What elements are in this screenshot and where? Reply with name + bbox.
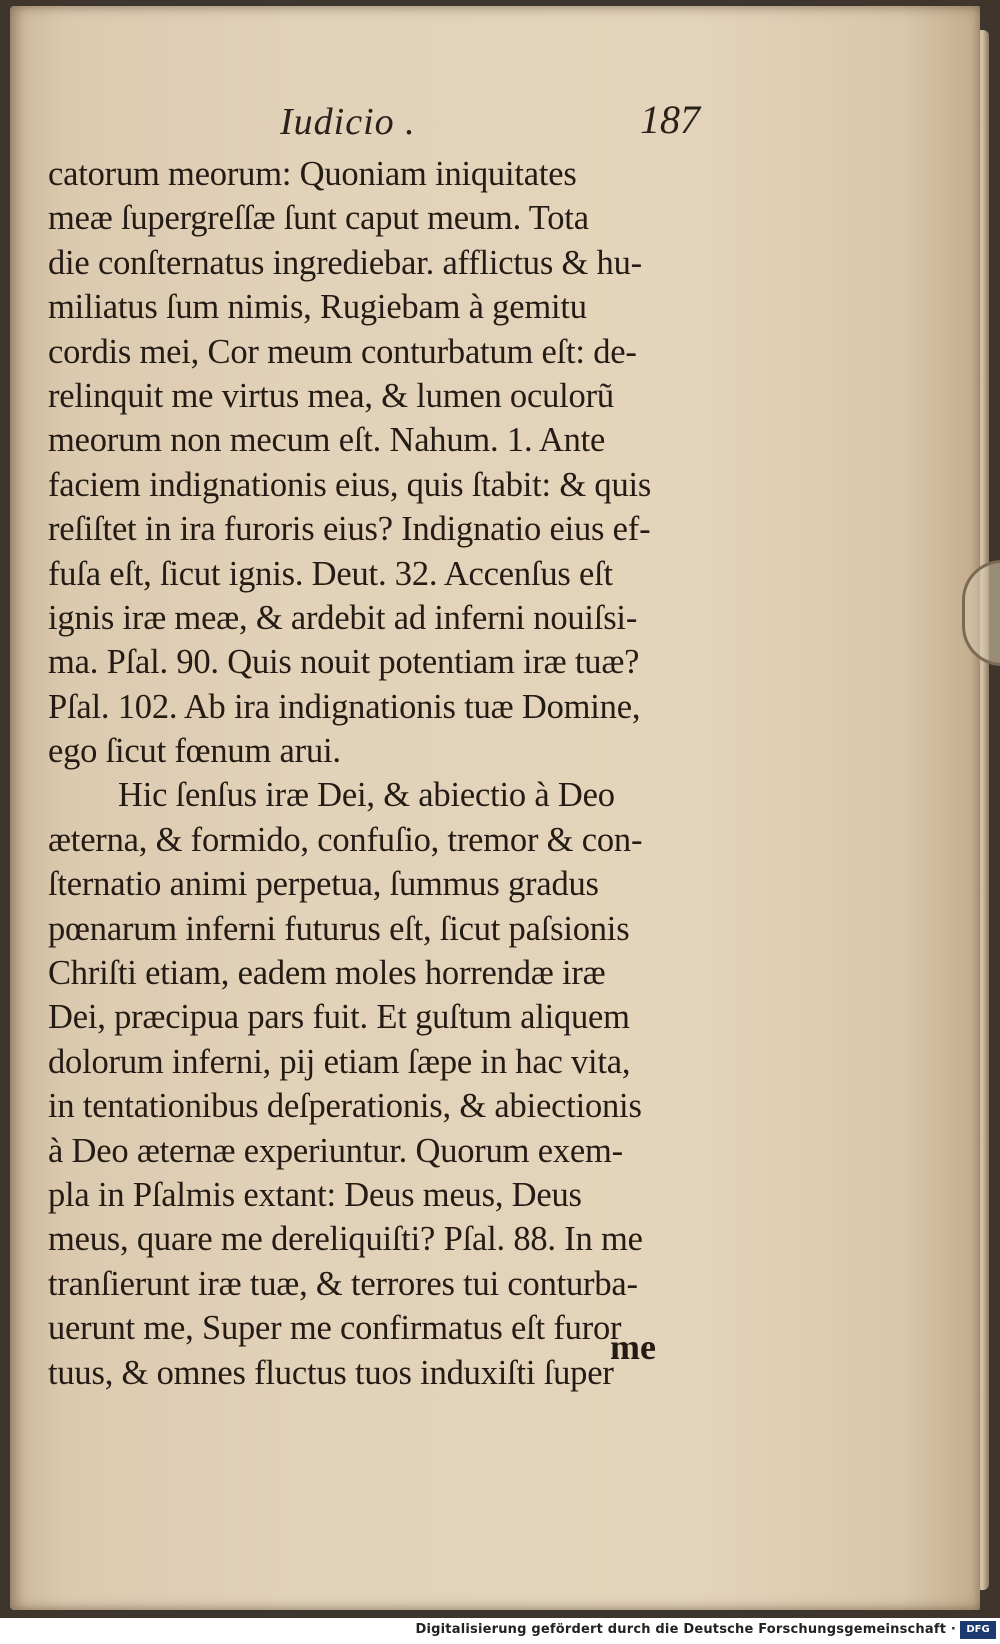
- text-line: ma. Pſal. 90. Quis nouit potentiam iræ tuæ?: [48, 643, 640, 682]
- page-header: [60, 92, 720, 152]
- text-line: meorum non mecum eſt. Nahum. 1. Ante: [48, 421, 606, 460]
- text-line: miliatus ſum nimis, Rugiebam à gemitu: [48, 288, 587, 327]
- text-line: Chriſti etiam, eadem moles horrendæ iræ: [48, 954, 606, 993]
- text-line: catorum meorum: Quoniam iniquitates: [48, 155, 577, 193]
- text-line: uerunt me, Super me confirmatus eſt furor: [48, 1309, 622, 1348]
- text-line: in tentationibus deſperationis, & abiectionis: [48, 1087, 642, 1126]
- text-line: ſternatio animi perpetua, ſummus gradus: [48, 865, 599, 904]
- text-line: à Deo æternæ experiuntur. Quorum exem-: [48, 1131, 623, 1170]
- text-line: Pſal. 102. Ab ira indignationis tuæ Domine,: [48, 687, 641, 726]
- text-line: relinquit me virtus mea, & lumen oculorũ: [48, 376, 614, 415]
- text-line: pœnarum inferni futurus eſt, ſicut paſsionis: [48, 909, 630, 948]
- text-line: ego ſicut fœnum arui.: [48, 732, 341, 771]
- footer-bar: [0, 1618, 1000, 1644]
- text-line: reſiſtet in ira furoris eius? Indignatio eius ef-: [48, 510, 651, 549]
- text-line: tuus, & omnes fluctus tuos induxiſti ſuper: [48, 1353, 614, 1392]
- running-head: Iudicio .: [280, 101, 416, 143]
- text-line: tranſierunt iræ tuæ, & terrores tui conturba-: [48, 1264, 638, 1303]
- text-line: cordis mei, Cor meum conturbatum eſt: de-: [48, 332, 637, 371]
- text-line: meæ ſupergreſſæ ſunt caput meum. Tota: [48, 199, 589, 238]
- page-number: 187: [640, 97, 700, 142]
- catchword: me: [610, 1327, 656, 1367]
- paragraph-start-line: Hic ſenſus iræ Dei, & abiectio à Deo: [118, 776, 615, 815]
- text-block: [48, 152, 708, 1395]
- text-line: pla in Pſalmis extant: Deus meus, Deus: [48, 1175, 582, 1214]
- text-line: faciem indignationis eius, quis ſtabit: & quis: [48, 465, 652, 504]
- text-line: dolorum inferni, pij etiam ſæpe in hac vita,: [48, 1042, 631, 1081]
- text-line: fuſa eſt, ſicut ignis. Deut. 32. Accenſus eſt: [48, 554, 613, 593]
- text-line: meus, quare me dereliquiſti? Pſal. 88. In me: [48, 1220, 643, 1259]
- dfg-logo: DFG: [960, 1621, 996, 1639]
- funding-credit: Digitalisierung gefördert durch die Deutsche Forschungsgemeinschaft ·: [415, 1622, 956, 1637]
- text-line: ignis iræ meæ, & ardebit ad inferni nouiſsi-: [48, 598, 638, 637]
- text-line: Dei, præcipua pars fuit. Et guſtum aliquem: [48, 998, 630, 1037]
- text-line: æterna, & formido, confuſio, tremor & con-: [48, 820, 643, 859]
- text-line: die conſternatus ingrediebar. afflictus & hu-: [48, 243, 642, 282]
